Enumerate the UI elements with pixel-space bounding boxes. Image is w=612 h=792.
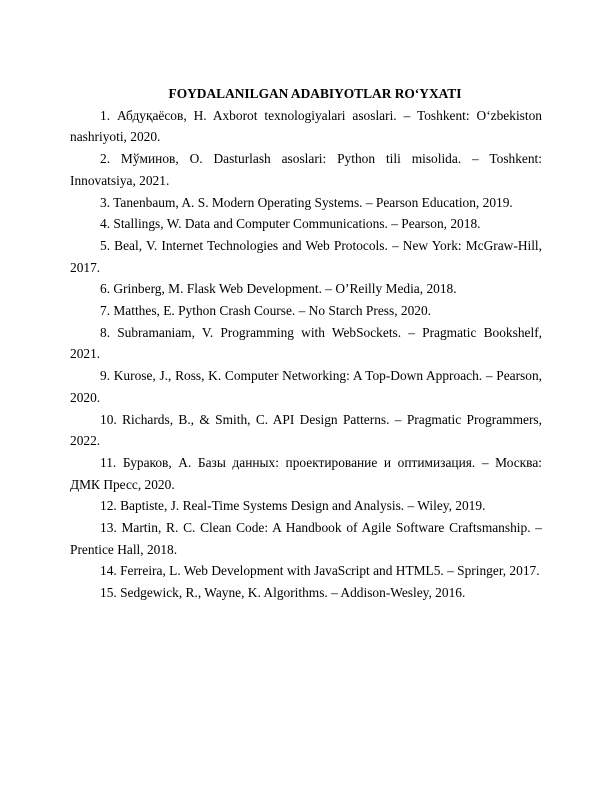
reference-item: 3. Tanenbaum, A. S. Modern Operating Systems. – Pearson Education, 2019. bbox=[100, 194, 513, 210]
reference-item: 12. Baptiste, J. Real-Time Systems Design and Analysis. – Wiley, 2019. bbox=[100, 498, 486, 514]
reference-item: 6. Grinberg, M. Flask Web Development. – O’Reilly Media, 2018. bbox=[100, 281, 457, 297]
reference-item: 15. Sedgewick, R., Wayne, K. Algorithms. – Addison-Wesley, 2016. bbox=[100, 585, 466, 601]
reference-item: 10. Richards, B., & Smith, C. API Design Patterns. – Pragmatic Programmers, 2022. bbox=[70, 411, 542, 449]
reference-item: 13. Martin, R. C. Clean Code: A Handbook of Agile Software Craftsmanship. – Prentice Hall, 2018. bbox=[70, 520, 542, 557]
reference-item: 2. Мўминов, O. Dasturlash asoslari: Python tili misolida. – Toshkent: Innovatsiya, 2021. bbox=[70, 151, 542, 188]
reference-item: 1. Абдуқаёсов, H. Axborot texnologiyalari asoslari. – Toshkent: O‘zbekiston nashriyoti, 2020. bbox=[70, 107, 542, 145]
reference-item: 5. Beal, V. Internet Technologies and Web Protocols. – New York: McGraw-Hill, 2017. bbox=[70, 237, 542, 275]
page-title: FOYDALANILGAN ADABIYOTLAR RO‘YXATI bbox=[168, 86, 462, 101]
reference-item: 14. Ferreira, L. Web Development with JavaScript and HTML5. – Springer, 2017. bbox=[100, 563, 540, 579]
document-body bbox=[70, 83, 542, 604]
reference-item: 4. Stallings, W. Data and Computer Communications. – Pearson, 2018. bbox=[100, 216, 481, 232]
reference-item: 7. Matthes, E. Python Crash Course. – No Starch Press, 2020. bbox=[100, 303, 432, 319]
reference-item: 11. Бураков, А. Базы данных: проектирование и оптимизация. – Москва: ДМК Пресс, 2020. bbox=[70, 454, 542, 492]
reference-item: 8. Subramaniam, V. Programming with WebSockets. – Pragmatic Bookshelf, 2021. bbox=[70, 324, 542, 362]
reference-item: 9. Kurose, J., Ross, K. Computer Networking: A Top-Down Approach. – Pearson, 2020. bbox=[70, 368, 542, 405]
